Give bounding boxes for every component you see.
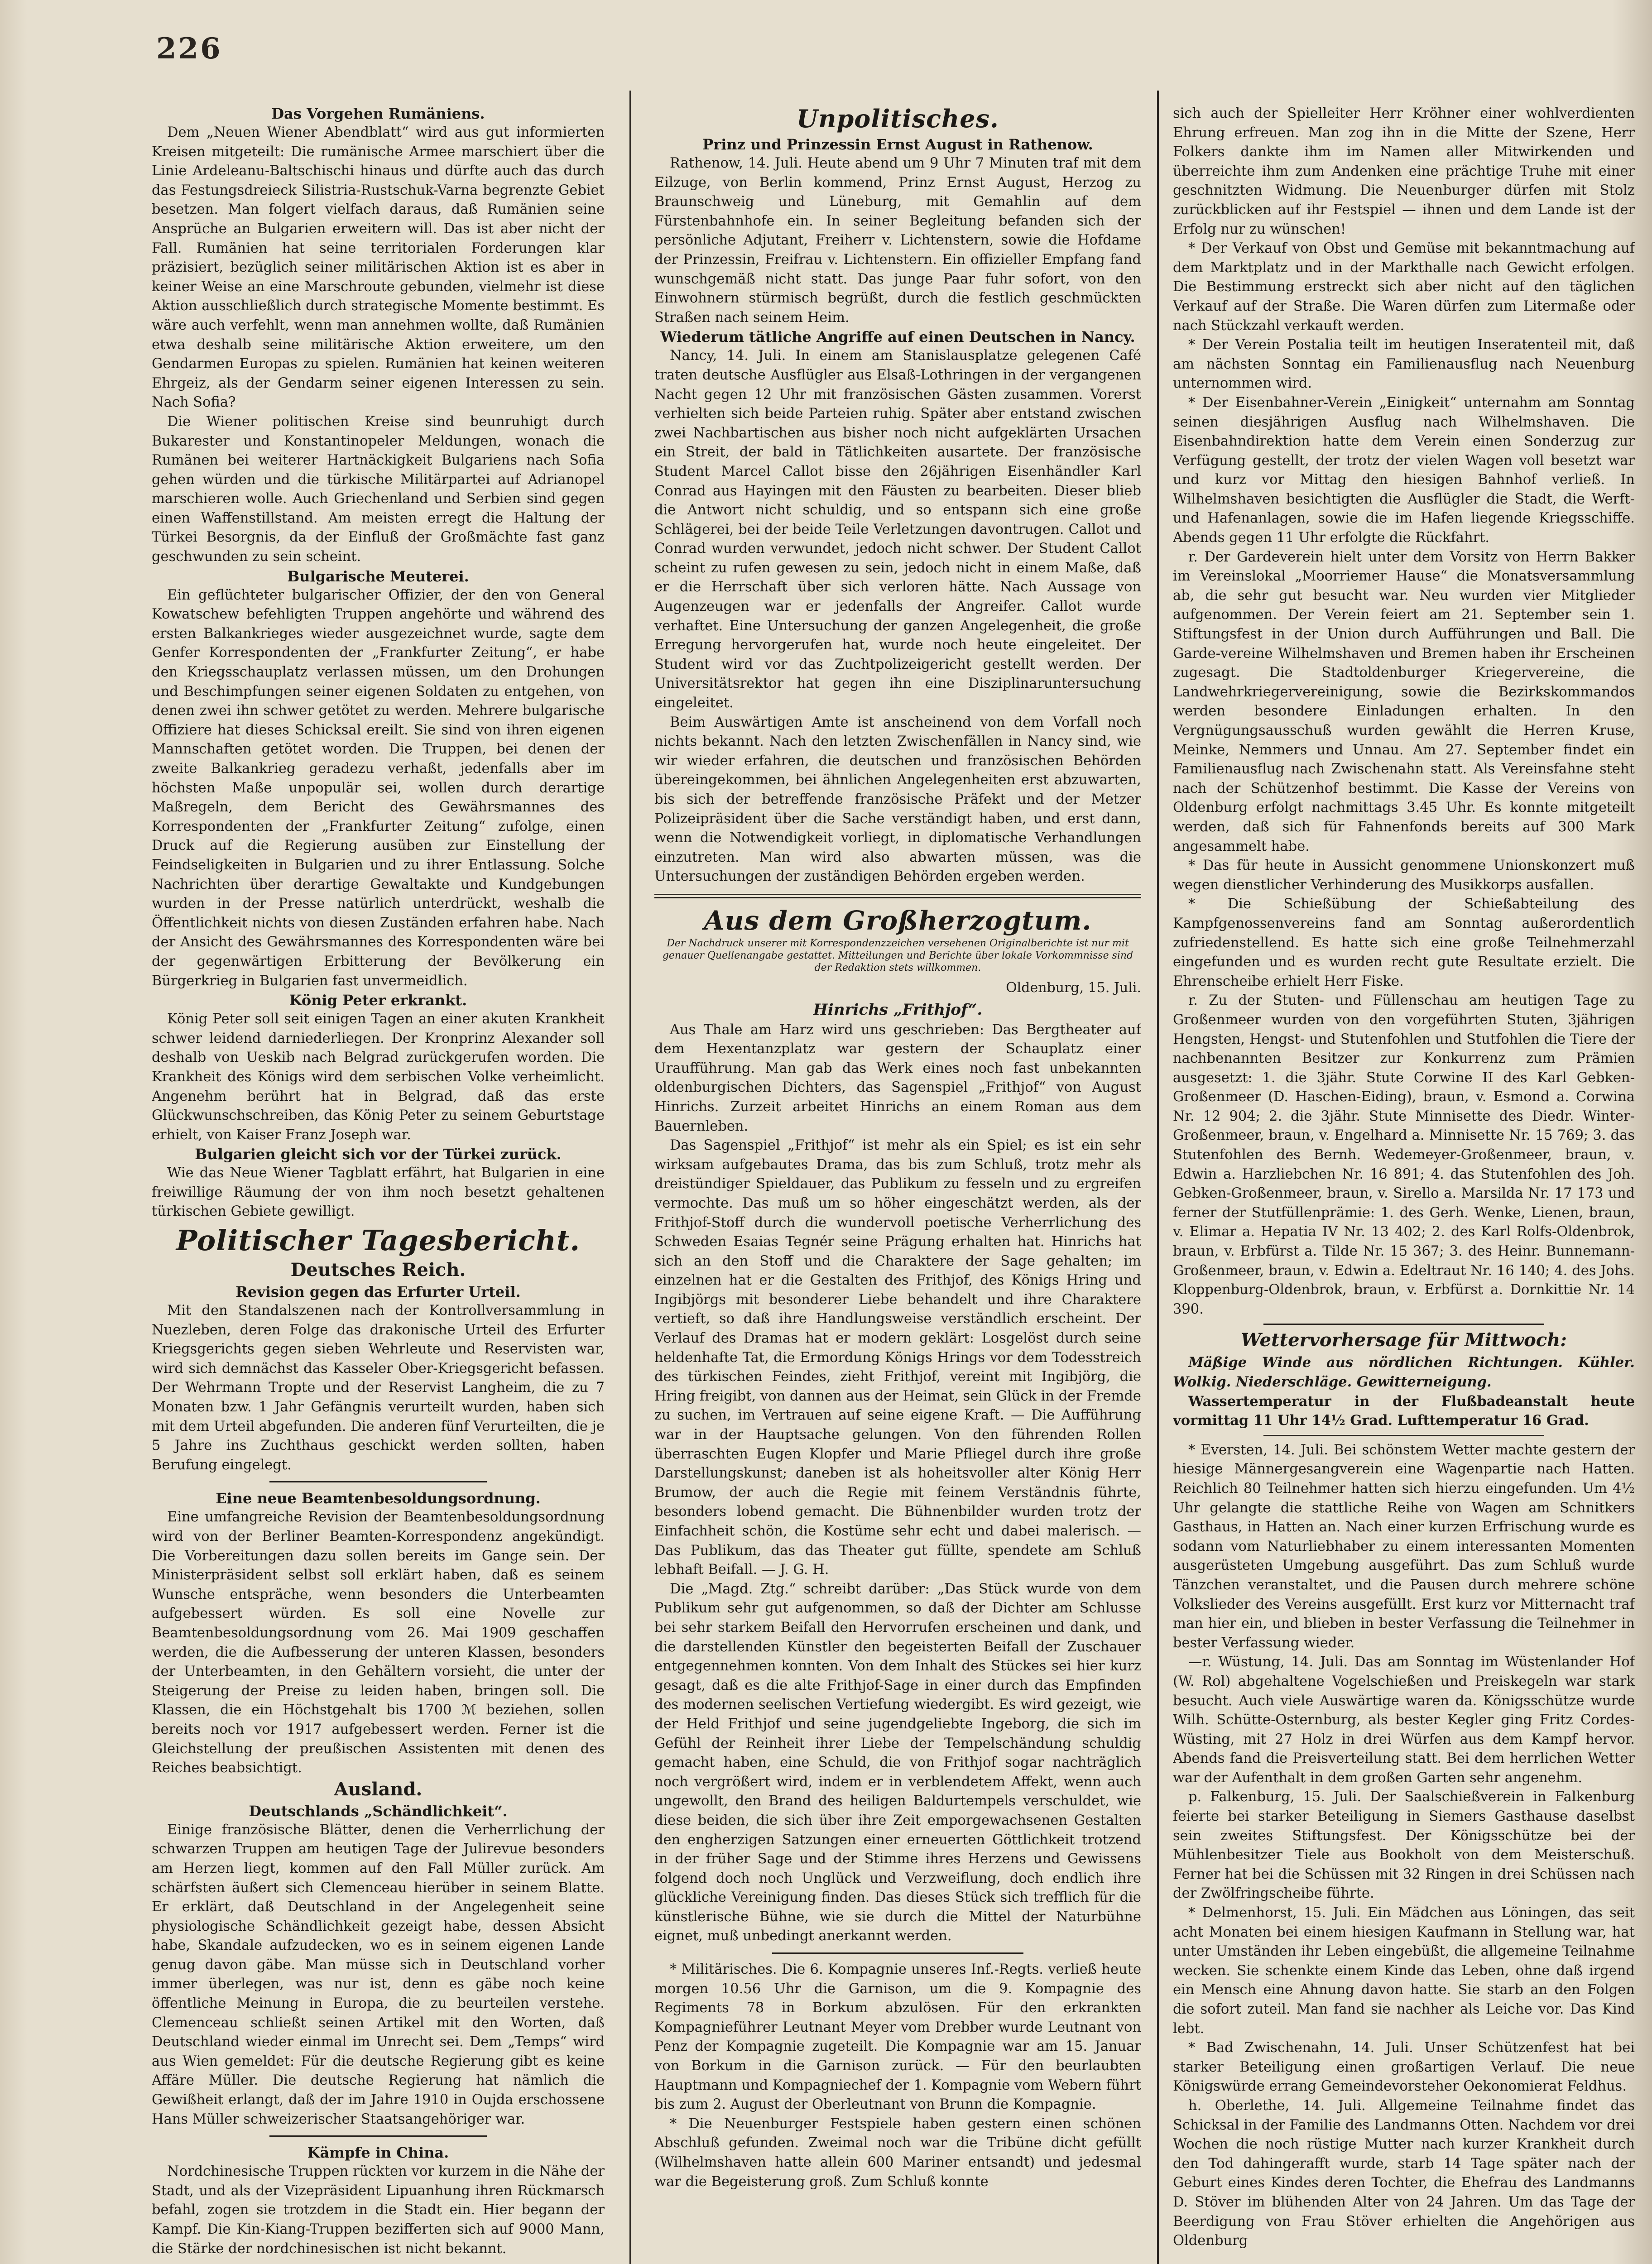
dateline: Oldenburg, 15. Juli.: [1006, 979, 1141, 996]
weather-forecast: Mäßige Winde aus nördlichen Richtungen. Kühler. Wolkig. Niederschläge. Gewitterneigung.: [1173, 1354, 1635, 1390]
headline-angriffe: Wiederum tätliche Angriffe auf einen Deutschen in Nancy.: [660, 328, 1135, 346]
column-2: [654, 104, 1141, 2264]
headline-grossherzogtum: Aus dem Großherzogtum.: [704, 905, 1092, 936]
headline-beamten: Eine neue Beamtenbesoldungsordnung.: [216, 1490, 541, 1507]
headline-deutsches-reich: Deutsches Reich.: [290, 1259, 466, 1281]
headline-rumaenen: Das Vorgehen Rumäniens.: [271, 105, 485, 122]
headline-meuterei: Bulgarische Meuterei.: [287, 567, 469, 585]
article-delmenhorst: * Delmenhorst, 15. Juli. Ein Mädchen aus Löningen, das seit acht Monaten bei einem hiesigen Kaufmann in Stellung war, hat unter Umständen ihr Leben eingebüßt, die allgemeine Teilnahme wecken. Sie schenkte einem Kinde das Leben, ohne daß irgend ein Mensch eine Ahnung davon hatte. Sie starb an den Folgen die sofort zuteil. Man fand sie nachher als Leiche vor. Das Kind lebt.: [1173, 1905, 1635, 2037]
separator: [1263, 1435, 1544, 1436]
column-3: [1173, 104, 1635, 2264]
article-oberlethe: h. Oberlethe, 14. Juli. Allgemeine Teilnahme findet das Schicksal in der Familie des Landmanns Otten. Nachdem vor drei Wochen die noch rüstige Mutter nach kurzer Krankheit durch den Tod dahingerafft wurde, starb 14 Tage später nach der Geburt eines Kindes deren Tochter, die Ehefrau des Landmanns D. Stöver im blühenden Alter von 24 Jahren. Um das Tage der Beerdigung von Frau Stöver erhielten die Angehörigen aus Oldenburg: [1173, 2097, 1635, 2249]
article-festspiele: * Die Neuenburger Festspiele haben gestern einen schönen Abschluß gefunden. Zweimal noch war die Tribüne dicht gefüllt (Wilhelmshaven hatte allein 600 Mariner entsandt) und jedesmal war die Begeisterung groß. Zum Schluß konnte: [654, 2115, 1141, 2190]
article-falkenburg: p. Falkenburg, 15. Juli. Der Saalschießverein in Falkenburg feierte bei starker Beteiligung in Siemers Gasthause daselbst sein zweites Stiftungsfest. Der Königsschütze bei der Mühlenbesitzer Tiele aus Bookholt von dem Meisterschuß. Ferner hat bei die Schüssen mit 32 Ringen in drei Schüssen nach der Zwölfringscheibe führte.: [1173, 1789, 1635, 1902]
article-frithjof-3: Die „Magd. Ztg.“ schreibt darüber: „Das Stück wurde von dem Publikum sehr gut aufgenommen, so daß der Dichter am Schlusse bei sehr starkem Beifall den Hervorrufen erscheinen und dank, und die darstellenden Künstler den begeisterten Beifall der Zuschauer entgegennehmen konnten. Von dem Inhalt des Stückes sei hier kurz gesagt, daß es die alte Frithjof-Sage in einer durch das Empfinden des modernen seelischen Vertiefung wiedergibt. Es wird gezeigt, wie der Held Frithjof und seine jugendgeliebte Ingeborg, die sich im Gefühl der Reinheit ihrer Liebe der Tempelschändung schuldig gemacht haben, eine Schuld, die von Frithjof sogar nachträglich noch vergrößert wird, indem er in verblendetem Affekt, wenn auch ungewollt, den Brand des heiligen Baldurtempels verschuldet, wie diese beiden, die sich über ihre Zeit emporgewachsenen Gestalten den engherzigen Satzungen einer erneuerten Göttlichkeit trotzend in der früher Sage und der Stimme ihres Herzens und Gewissens folgend doch noch Unglück und Verzweiflung, doch endlich ihre glückliche Vereinigung finden. Das dieses Stück sich trefflich für die künstlerische Bühne, wie sie durch die Mittel der Naturbühne eignet, muß unbedingt anerkannt werden.: [654, 1581, 1141, 1944]
article-schaendlichkeit: Einige französische Blätter, denen die Verherrlichung der schwarzen Truppen am heutigen Tage der Julirevue besonders am Herzen liegt, kommen auf den Fall Müller zurück. Am schärfsten äußert sich Clemenceau hierüber in seinem Blatte. Er erklärt, daß Deutschland in der Angelegenheit seine physiologische Schändlichkeit gezeigt habe, dessen Absicht habe, Skandale aufzudecken, wo es in seinem eigenen Lande genug davon gäbe. Man müsse sich in Deutschland vorher immer überlegen, was nur ist, denn es gäbe noch keine öffentliche Meinung in Europa, die zu beurteilen verstehe. Clemenceau schließt seinen Artikel mit den Worten, daß Deutschland wieder einmal im Unrecht sei. Dem „Temps“ wird aus Wien gemeldet: Für die deutsche Regierung gibt es keine Affäre Müller. Die deutsche Regierung hat nämlich die Gewißheit erlangt, daß der im Jahre 1910 in Oujda erschossene Hans Müller schweizerischer Staatsangehöriger war.: [152, 1822, 605, 2127]
article-verkauf: * Der Verkauf von Obst und Gemüse mit bekanntmachung auf dem Marktplatz und in der Markthalle nach Gewicht erfolgen. Die Bestimmung erstreckt sich aber nicht auf den täglichen Verkauf auf der Straße. Die Waren dürfen zum Litermaße oder nach Stückzahl verkauft werden.: [1173, 240, 1635, 334]
article-rumaenen-1: Dem „Neuen Wiener Abendblatt“ wird aus gut informierten Kreisen mitgeteilt: Die rumänische Armee marschiert über die Linie Ardeleanu-Baltschischi hinaus und dürfte auch das durch das Festungsdreieck Silistria-Rustschuk-Varna begrenzte Gebiet besetzen. Man folgert vielfach daraus, daß Rumänien seine Ansprüche an Bulgarien erweitern will. Das ist aber nicht der Fall. Rumänien hat seine territorialen Forderungen klar präzisiert, bezüglich seiner militärischen Aktion ist es aber in keiner Weise an eine Marschroute gebunden, vielmehr ist diese Aktion ausschließlich durch strategische Momente bestimmt. Es wäre auch verfehlt, wenn man annehmen wollte, daß Rumänien etwa deshalb seine militärische Aktion erweitere, um den Gendarmen Europas zu spielen. Rumänien hat keinen weiteren Ehrgeiz, als der Gendarm seiner eigenen Interessen zu sein. Nach Sofia?: [152, 125, 605, 411]
article-angriffe: Nancy, 14. Juli. In einem am Stanislausplatze gelegenen Café traten deutsche Ausflügler aus Elsaß-Lothringen in der vergangenen Nacht gegen 12 Uhr mit französischen Gästen zusammen. Vorerst verhielten sich beide Parteien ruhig. Später aber entstand zwischen zwei Nachbartischen aus bisher noch nicht aufgeklärten Ursachen ein Streit, der bald in Tätlichkeiten ausartete. Der französische Student Marcel Callot bisse den 26jährigen Eisenhändler Karl Conrad aus Hayingen mit den Fäusten zu bearbeiten. Dieser blieb die Antwort nicht schuldig, und so entspann sich eine große Schlägerei, bei der beide Teile Verletzungen davontrugen. Callot und Conrad wurden verwundet, jedoch nicht schwer. Der Student Callot scheint zu rufen gewesen zu sein, jedoch nicht in einem Maße, daß er die Herrschaft über sich verloren hätte. Nach Aussage von Augenzeugen war er jedenfalls der Angreifer. Callot wurde verhaftet. Eine Untersuchung der ganzen Angelegenheit, die große Erregung hervorgerufen hat, wurde noch heute eingeleitet. Der Student wird vor das Zuchtpolizeigericht gestellt werden. Der Universitätsrektor hat gegen ihn eine Disziplinaruntersuchung eingeleitet.: [654, 348, 1141, 711]
article-china: Nordchinesische Truppen rückten vor kurzem in die Nähe der Stadt, und als der Vizepräsident Lipuanhung ihren Rückmarsch befahl, zogen sie trotzdem in die Stadt ein. Hier begann der Kampf. Die Kin-Kiang-Truppen bezifferten sich auf 9000 Mann, die Stärke der nordchinesischen ist nicht bekannt.: [152, 2163, 605, 2257]
page-number: 226: [156, 32, 222, 66]
article-frithjof-1: Aus Thale am Harz wird uns geschrieben: Das Bergtheater auf dem Hexentanzplatz war gestern der Schauplatz einer Uraufführung. Man gab das Werk eines noch fast unbekannten oldenburgischen Dichters, das Sagenspiel „Frithjof“ von August Hinrichs. Zurzeit arbeitet Hinrichs an einem Roman aus dem Bauernleben.: [654, 1022, 1141, 1134]
headline-schaendlichkeit: Deutschlands „Schändlichkeit“.: [249, 1802, 508, 1820]
article-einigkeit: * Der Eisenbahner-Verein „Einigkeit“ unternahm am Sonntag seinen diesjährigen Ausflug nach Wilhelmshaven. Die Eisenbahndirektion hatte dem Verein einen Sonderzug zur Verfügung gestellt, der trotz der vielen Wagen voll besetzt war und kurz vor Mittag den hiesigen Bahnhof verließ. In Wilhelmshaven besichtigten die Ausflügler die Stadt, die Werft- und Hafenanlagen, sowie die im Hafen liegende Kriegsschiffe. Abends gegen 11 Uhr erfolgte die Rückfahrt.: [1173, 394, 1635, 546]
article-unionskonzert: * Das für heute in Aussicht genommene Unionskonzert muß wegen dienstlicher Verhinderung des Musikkorps ausfallen.: [1173, 858, 1635, 893]
article-eversten: * Eversten, 14. Juli. Bei schönstem Wetter machte gestern der hiesige Männergesangverein eine Wagenpartie nach Hatten. Reichlich 80 Teilnehmer hatten sich hierzu eingefunden. Um 4½ Uhr gelangte die stattliche Reihe von Wagen am Schnitkers Gasthaus, in Hatten an. Nach einer kurzen Erfrischung wurde es sodann vom Naturliebhaber zu einem interessanten Momenten ausgerüsteten Umgebung ausgeführt. Das zum Schluß wurde Tänzchen veranstaltet, und die Pausen durch mehrere schöne Volkslieder des Vereins ausgefüllt. Erst kurz vor Mitternacht traf man hier ein, und blieben in bester Verfassung die Teilnehmer in bester Verfassung wieder.: [1173, 1442, 1635, 1651]
column-1: [152, 104, 605, 2264]
article-koenig-peter: König Peter soll seit einigen Tagen an einer akuten Krankheit schwer leidend darniederliegen. Der Kronprinz Alexander soll deshalb von Ueskib nach Belgrad zurückgerufen worden. Die Krankheit des Königs wird dem serbischen Volke verheimlicht. Angenehm berührt hat in Belgrad, daß das erste Glückwunschschreiben, das König Peter zu seinem Geburtstage erhielt, von Kaiser Franz Joseph war.: [152, 1011, 605, 1143]
article-schiessuebung: * Die Schießübung der Schießabteilung des Kampfgenossenvereins fand am Sonntag außerordentlich zufriedenstellend. Es hatte sich eine große Teilnehmerzahl eingefunden und es wurden recht gute Resultate erzielt. Die Ehrenscheibe erhielt Herr Fiske.: [1173, 896, 1635, 989]
headline-ausland: Ausland.: [334, 1778, 423, 1800]
separator: [269, 1481, 487, 1482]
water-temperature: Wassertemperatur in der Flußbadeanstalt heute vormittag 11 Uhr 14½ Grad. Lufttemperatur 16 Grad.: [1173, 1393, 1635, 1429]
headline-unpolitisches: Unpolitisches.: [797, 104, 999, 133]
article-meuterei: Ein geflüchteter bulgarischer Offizier, der den von General Kowatschew befehligten Truppen angehörte und während des ersten Balkankrieges wieder ausgezeichnet wurde, sagte dem Genfer Korrespondenten der „Frankfurter Zeitung“, er habe den Kriegsschauplatz verlassen müssen, um den Drohungen und Beschimpfungen seiner eigenen Soldaten zu entgehen, von denen zwei ihn schwer getötet zu werden. Mehrere bulgarische Offiziere hat dieses Schicksal ereilt. Sie sind von ihren eigenen Mannschaften getötet worden. Die Truppen, bei denen der zweite Balkankrieg geradezu verhaßt, jedenfalls aber im höchsten Maße unpopulär sei, wollen durch derartige Maßregeln, dem Bericht des Gewährsmannes des Korrespondenten der „Frankfurter Zeitung“ zufolge, einen Druck auf die Regierung ausüben zur Einstellung der Feindseligkeiten in Bulgarien und zu ihrer Entlassung. Solche Nachrichten über derartige Gewaltakte und Kundgebungen wurden in der Presse natürlich unterdrückt, weshalb die Öffentlichkeit nichts von diesen Zuständen erfahren habe. Nach der Ansicht des Gewährsmannes des Korrespondenten wäre bei der gegenwärtigen Erbitterung der Bevölkerung ein Bürgerkrieg in Bulgarien fast unvermeidlich.: [152, 587, 605, 989]
article-festspiele-cont: sich auch der Spielleiter Herr Kröhner einer wohlverdienten Ehrung erfreuen. Man zog ihn in die Mitte der Szene, Herr Folkers dankte ihm im Namen aller Mitwirkenden und überreichte ihm zum Andenken eine prächtige Truhe mit einer geschnitzten Widmung. Die Neuenburger dürfen mit Stolz zurückblicken auf ihr Festspiel — ihnen und dem Lande ist der Erfolg nur zu wünschen!: [1173, 106, 1635, 237]
article-postalia: * Der Verein Postalia teilt im heutigen Inseratenteil mit, daß am nächsten Sonntag ein Familienausflug nach Neuenburg unternommen wird.: [1173, 337, 1635, 392]
article-revision: Mit den Standalszenen nach der Kontrollversammlung in Nuezleben, deren Folge das drakonische Urteil des Erfurter Kriegsgerichts gegen sieben Wehrleute und Reservisten war, wird sich demnächst das Kasseler Ober-Kriegsgericht befassen. Der Wehrmann Tropte und der Reservist Langheim, die zu 7 Monaten bzw. 1 Jahr Gefängnis verurteilt wurden, haben sich mit dem Urteil abgefunden. Die anderen fünf Verurteilten, die je 5 Jahre ins Zuchthaus geschickt werden sollten, haben Berufung eingelegt.: [152, 1303, 605, 1473]
headline-prinz: Prinz und Prinzessin Ernst August in Rathenow.: [702, 136, 1093, 153]
reprint-note: Der Nachdruck unserer mit Korrespondenzzeichen versehenen Originalberichte ist nur mit genauer Quellenangabe gestattet. Mitteilungen und Berichte über lokale Vorkommnisse sind der Redaktion stets willkommen.: [662, 937, 1133, 974]
article-prinz: Rathenow, 14. Juli. Heute abend um 9 Uhr 7 Minuten traf mit dem Eilzuge, von Berlin kommend, Prinz Ernst August, Herzog zu Braunschweig und Lüneburg, mit Gemahlin auf dem Fürstenbahnhofe ein. In seiner Begleitung befanden sich der persönliche Adjutant, Freiherr v. Lichtenstern, sowie die Hofdame der Prinzessin, Freifrau v. Lichtenstern. Ein offizieller Empfang fand wunschgemäß nicht statt. Das junge Paar fuhr sofort, von den Einwohnern stürmisch begrüßt, durch die festlich geschmückten Straßen nach seinem Heim.: [654, 155, 1141, 326]
column-rule-left: [629, 91, 631, 2264]
article-militaerisch: * Militärisches. Die 6. Kompagnie unseres Inf.-Regts. verließ heute morgen 10.56 Uhr die Garnison, um die 9. Kompagnie des Regiments 78 in Borkum abzulösen. Für den erkrankten Kompagnieführer Leutnant Meyer vom Drebber wurde Leutnant von Penz der Kompagnie zugeteilt. Die Kompagnie war am 15. Januar von Borkum in die Garnison zurück. — Für den beurlaubten Hauptmann und Kompagniechef der 1. Kompagnie vom Webern führt bis zum 2. August der Oberleutnant von Brunn die Kompagnie.: [654, 1962, 1141, 2113]
separator: [1263, 1324, 1544, 1325]
article-stuten: r. Zu der Stuten- und Füllenschau am heutigen Tage zu Großenmeer wurden von den vorgeführten Stuten, 3jährigen Hengsten, Hengst- und Stutenfohlen und Stutfohlen die Tiere der nachbenannten Besitzer zur Konkurrenz zum Prämien ausgesetzt: 1. die 3jähr. Stute Corwine II des Karl Gebken-Großenmeer (D. Haschen-Eiding), braun, v. Esmond a. Corwina Nr. 12 904; 2. die 3jähr. Stute Minnisette des Diedr. Winter-Großenmeer, braun, v. Engelhard a. Minnisette Nr. 15 769; 3. das Stutenfohlen des Bernh. Wedemeyer-Großenmeer, braun, v. Edwin a. Harzliebchen Nr. 16 891; 4. das Stutenfohlen des Joh. Gebken-Großenmeer, braun, v. Sirello a. Marsilda Nr. 17 173 und ferner der Stutfüllenprämie: 1. des Gerh. Wenke, Lienen, braun, v. Elimar a. Hepatia IV Nr. 13 402; 2. des Karl Rolfs-Oldenbrok, braun, v. Erbfürst a. Tilde Nr. 15 367; 3. des Heinr. Bunnemann-Großenmeer, braun, v. Edwin a. Edeltraut Nr. 16 140; 4. des Johs. Kloppenburg-Oldenbrok, braun, v. Erbfürst a. Dornkittie Nr. 14 390.: [1173, 993, 1635, 1317]
headline-frithjof: Hinrichs „Frithjof“.: [813, 1000, 983, 1019]
column-rule-right: [1157, 91, 1159, 2264]
double-rule: [654, 894, 1141, 898]
headline-koenig-peter: König Peter erkrankt.: [289, 992, 467, 1009]
article-angriffe-2: Beim Auswärtigen Amte ist anscheinend von dem Vorfall noch nichts bekannt. Nach den letzten Zwischenfällen in Nancy sind, wie wir wieder erfahren, die deutschen und französischen Behörden übereingekommen, bei ähnlichen Angelegenheiten erst abzuwarten, bis sich der betreffende französische Präfekt und der Metzer Polizeipräsident über die Sache verständigt haben, und erst dann, wenn die Notwendigkeit vorliegt, in diplomatische Verhandlungen einzutreten. Man wird also abwarten müssen, was die Untersuchungen der zuständigen Behörden ergeben werden.: [654, 714, 1141, 885]
article-rumaenen-2: Die Wiener politischen Kreise sind beunruhigt durch Bukarester und Konstantinopeler Meldungen, wonach die Rumänen bei weiterer Hartnäckigkeit Bulgariens nach Sofia gehen würden und die türkische Militärpartei auf Adrianopel marschieren wolle. Auch Griechenland und Serbien sind gegen einen Waffenstillstand. Am meisten erregt die Haltung der Türkei Besorgnis, da der Einfluß der Großmächte fast ganz geschwunden zu sein scheint.: [152, 413, 605, 565]
separator: [269, 2135, 487, 2137]
separator: [772, 1952, 1023, 1954]
article-wuestung: —r. Wüstung, 14. Juli. Das am Sonntag im Wüstenlander Hof (W. Rol) abgehaltene Vogelschießen und Preiskegeln war stark besucht. Auch viele Auswärtige waren da. Königsschütze wurde Wilh. Schütte-Osternburg, als bester Kegler ging Fritz Cordes-Wüsting, mit 27 Holz in drei Würfen aus dem Kampf hervor. Abends fand die Preisverteilung statt. Bei dem herrlichen Wetter war der Aufenthalt in dem großen Garten sehr angenehm.: [1173, 1654, 1635, 1786]
headline-wetter: Wettervorhersage für Mittwoch:: [1241, 1329, 1567, 1351]
article-gardeverein: r. Der Gardeverein hielt unter dem Vorsitz von Herrn Bakker im Vereinslokal „Moorriemer Hause“ die Monatsversammlung ab, die sehr gut besucht war. Neu wurden vier Mitglieder aufgenommen. Der Verein feiert am 21. September sein 1. Stiftungsfest in der Union durch Aufführungen und Ball. Die Garde-vereine Wilhelmshaven und Bremen haben ihr Erscheinen zugesagt. Die Stadtoldenburger Kriegervereine, die Landwehrkriegervereinigung, sowie die Bezirkskommandos werden besondere Einladungen erhalten. In den Vergnügungsausschuß wurden gewählt die Herren Kruse, Meinke, Nemmers und Unnau. Am 27. September findet ein Familienausflug nach Zwischenahn statt. Als Vereinsfahne steht nach der Schützenhof bestimmt. Die Kasse der Vereins von Oldenburg erfolgt nachmittags 3.45 Uhr. Es konnte mitgeteilt werden, daß sich für Fahnenfonds bereits auf 300 Mark angesammelt habe.: [1173, 549, 1635, 854]
headline-china: Kämpfe in China.: [307, 2144, 449, 2162]
headline-revision: Revision gegen das Erfurter Urteil.: [235, 1283, 521, 1301]
article-bulgarien: Wie das Neue Wiener Tagblatt erfährt, hat Bulgarien in eine freiwillige Räumung der von ihm noch besetzt gehaltenen türkischen Gebiete gewilligt.: [152, 1165, 605, 1220]
article-frithjof-2: Das Sagenspiel „Frithjof“ ist mehr als ein Spiel; es ist ein sehr wirksam aufgebautes Drama, das bis zum Schluß, trotz mehr als dreistündiger Spieldauer, das Publikum zu fesseln und zu ergreifen vermochte. Das muß um so höher eingeschätzt werden, als der Frithjof-Stoff durch die wundervoll poetische Verherrlichung des Schweden Esaias Tegnér seine Prägung erhalten hat. Hinrichs hat sich an den Stoff und die Charaktere der Sage gehalten; im einzelnen hat er die Gestalten des Frithjof, des Königs Hring und Ingibjörgs mit besonderer Liebe behandelt und ihre Charaktere vertieft, so daß ihre Handlungsweise verständlich erscheint. Der Verlauf des Dramas hat er modern geklärt: Losgelöst durch seine heldenhafte Tat, die Ermordung Königs Hrings vor dem Todesstreich des türkischen Feindes, zieht Frithjof, vereint mit Ingibjörg, die Hring freigibt, von dannen aus der Heimat, sein Glück in der Fremde zu suchen, im Vertrauen auf seine eigene Kraft. — Die Aufführung war in der Hauptsache gelungen. Von den führenden Rollen überraschten Eugen Klopfer und Marie Pfliegel durch ihre große Darstellungskunst; daneben ist als hoheitsvoller alter König Herr Brumow, der auch die Regie mit feinem Verständnis führte, besonders lobend gemacht. Die Bühnenbilder wurden trotz der Einfachheit schön, die Kostüme sehr echt und dabei malerisch. — Das Publikum, das das Theater gut füllte, spendete am Schluß lebhaft Beifall. — J. G. H.: [654, 1137, 1141, 1578]
article-beamten: Eine umfangreiche Revision der Beamtenbesoldungsordnung wird von der Berliner Beamten-Korrespondenz angekündigt. Die Vorbereitungen dazu sollen bereits im Gange sein. Der Ministerpräsident selbst soll erklärt haben, daß es seinem Wunsche entspräche, wenn besonders die Unterbeamten aufgebessert würden. Es soll eine Novelle zur Beamtenbesoldungsordnung vom 26. Mai 1909 geschaffen werden, die die Aufbesserung der unteren Klassen, besonders der Unterbeamten, in den Gehältern vorsieht, die unter der Steigerung der Preise zu leiden haben, bringen soll. Die Klassen, die ein Höchstgehalt bis 1700 ℳ beziehen, sollen bereits noch vor 1917 aufgebessert werden. Ferner ist die Gleichstellung der preußischen Assistenten mit denen des Reiches beabsichtigt.: [152, 1509, 605, 1776]
headline-tagesbericht: Politischer Tagesbericht.: [176, 1224, 581, 1257]
headline-bulgarien: Bulgarien gleicht sich vor der Türkei zurück.: [195, 1146, 562, 1163]
article-zwischenahn: * Bad Zwischenahn, 14. Juli. Unser Schützenfest hat bei starker Beteiligung einen großartigen Verlauf. Die neue Königswürde errang Gemeindevorsteher Oekonomierat Feldhus.: [1173, 2040, 1635, 2095]
